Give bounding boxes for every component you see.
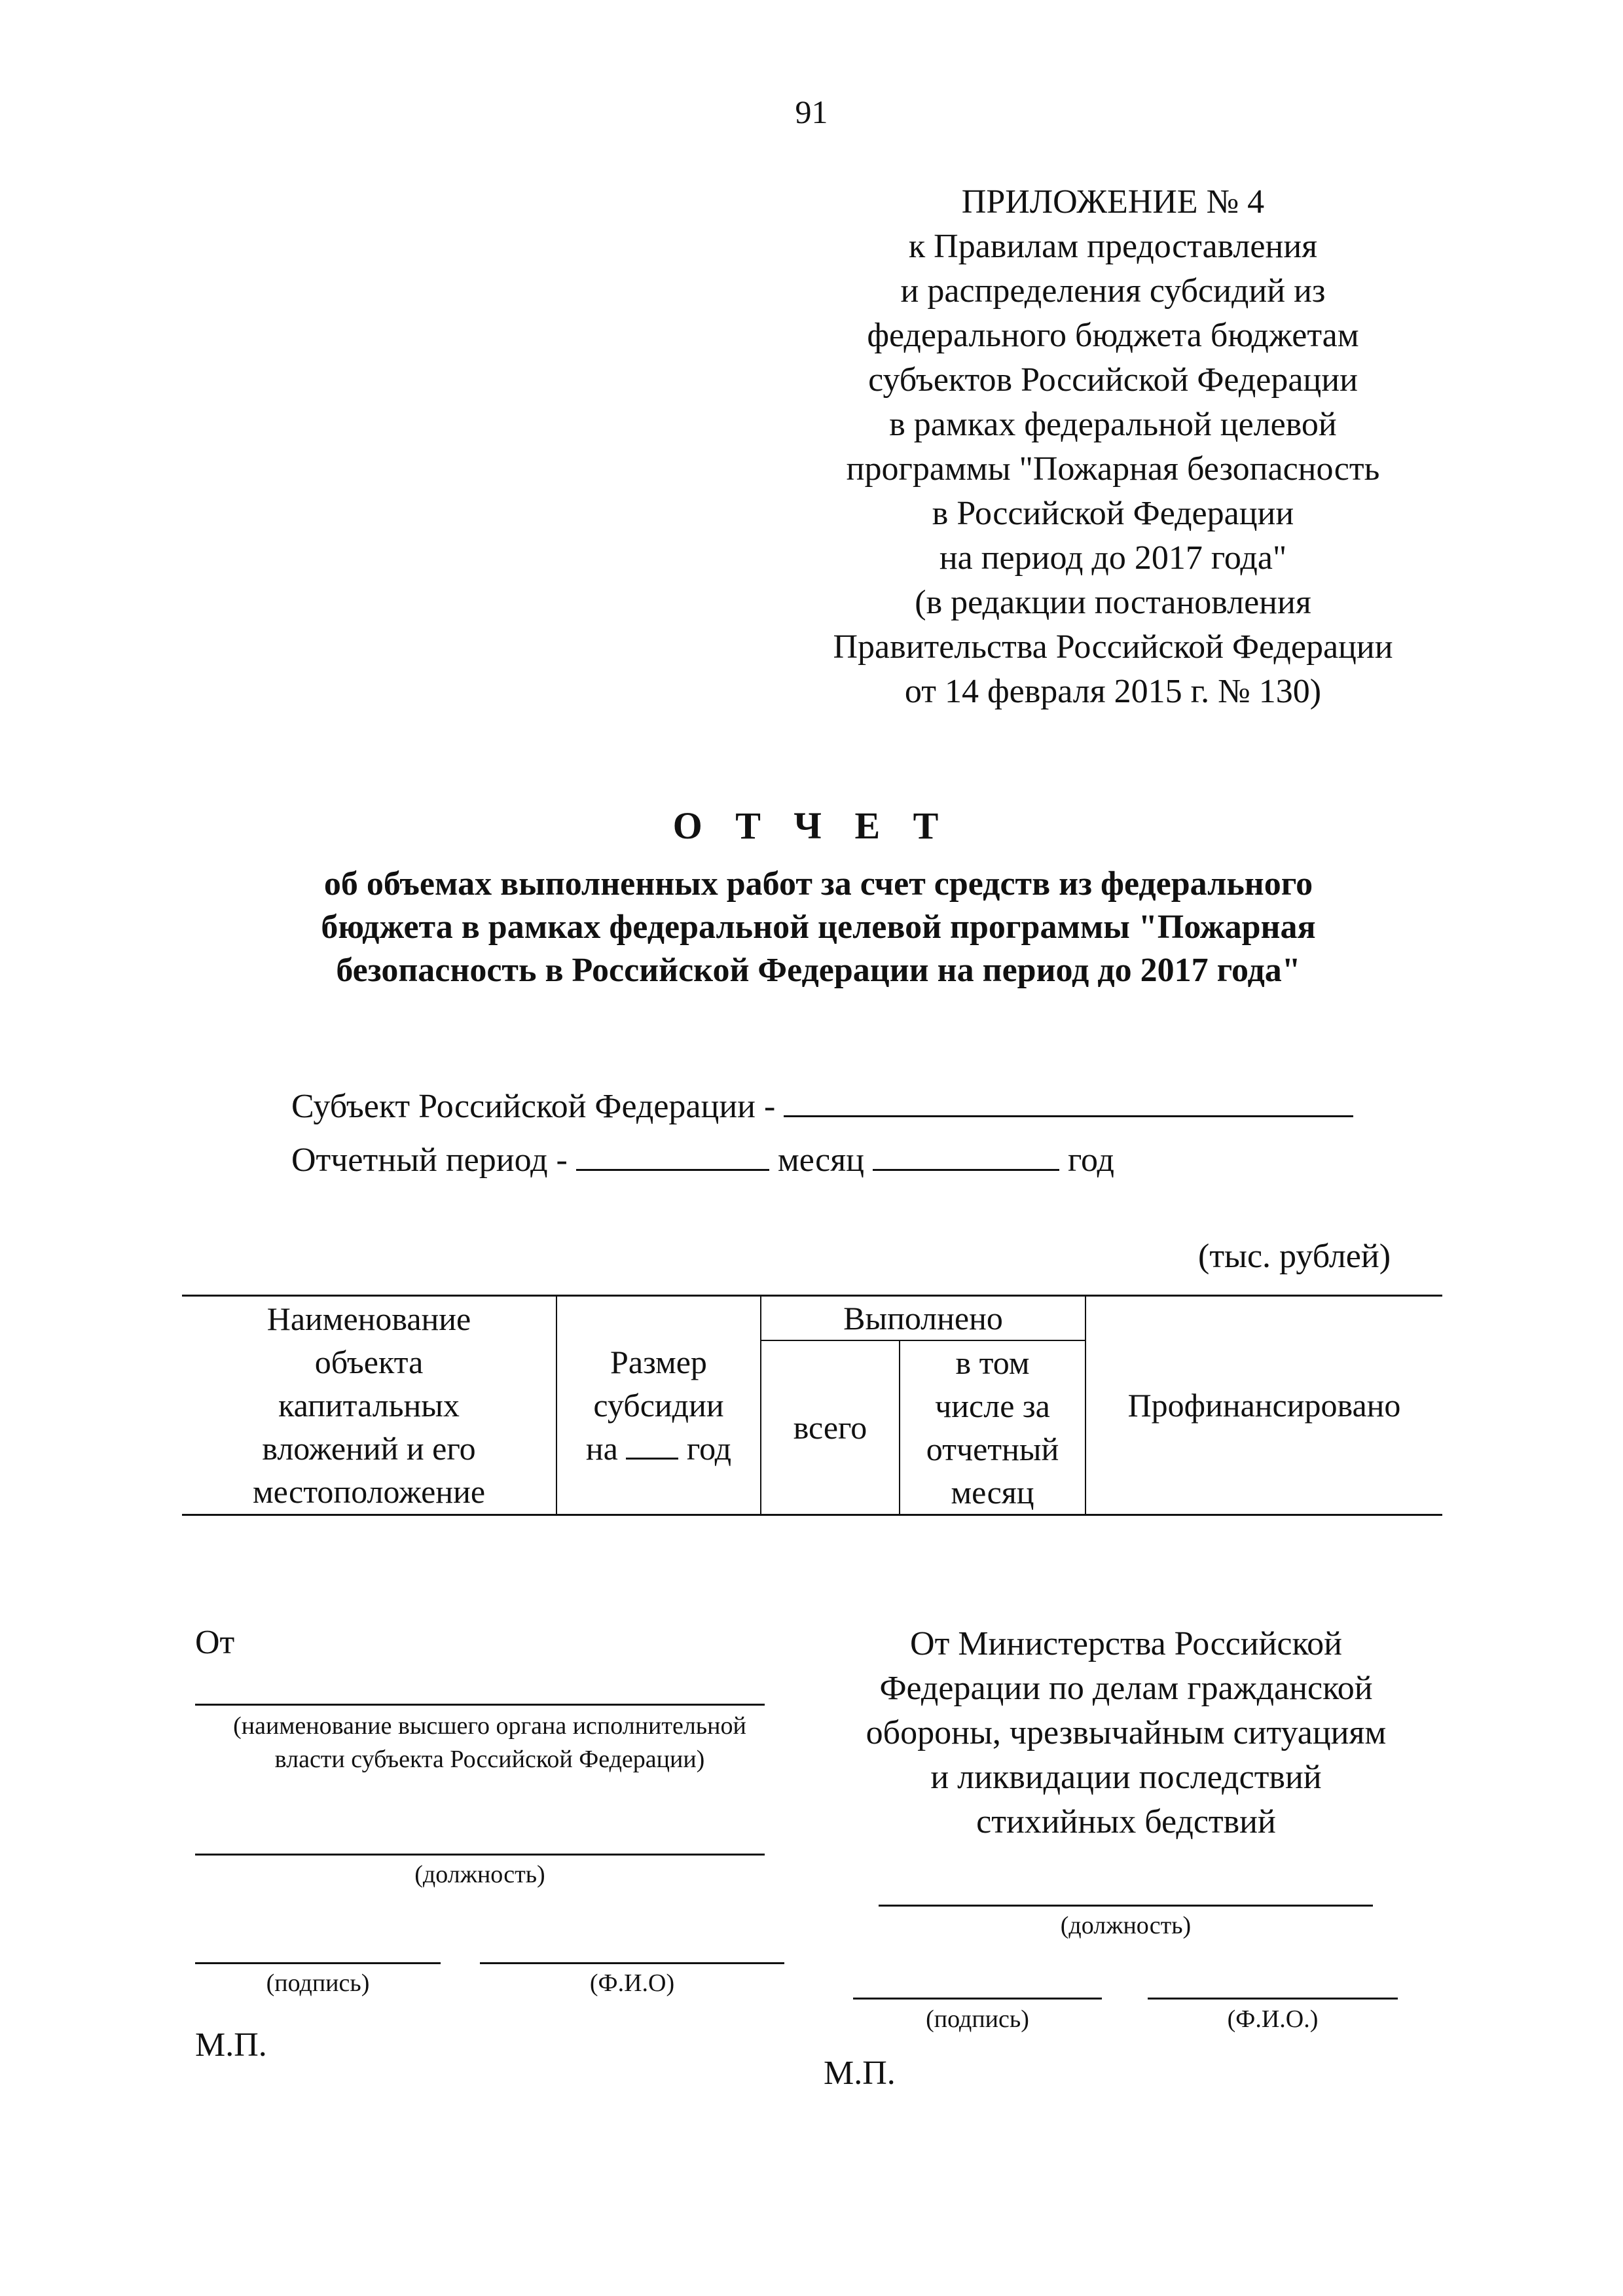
header-line (557, 1427, 760, 1470)
appendix-line: от 14 февраля 2015 г. № 130) (904, 673, 1322, 710)
appendix-line: в Российской Федерации (932, 495, 1294, 532)
left-position-input-line[interactable] (195, 1854, 765, 1856)
subtitle-line: бюджета в рамках федеральной целевой программы "Пожарная (321, 908, 1316, 946)
ministry-line: Федерации по делам гражданской (879, 1670, 1373, 1707)
header-for-month (900, 1340, 1085, 1515)
header-subsidy-year: год (686, 1430, 732, 1467)
units-label: (тыс. рублей) (1198, 1238, 1391, 1275)
right-position-caption: (должность) (1060, 1912, 1192, 1939)
left-stamp: М.П. (195, 2026, 267, 2064)
appendix-line: федерального бюджета бюджетам (867, 317, 1359, 354)
ministry-block (799, 1622, 1453, 1844)
appendix-line: Правительства Российской Федерации (833, 628, 1393, 666)
right-name-caption: (Ф.И.О.) (1227, 2005, 1319, 2033)
appendix-header (753, 180, 1473, 714)
header-line: в том (955, 1344, 1030, 1381)
header-line: вложений и его (262, 1430, 476, 1467)
header-line: отчетный (926, 1431, 1059, 1467)
appendix-line: на период до 2017 года" (939, 539, 1287, 577)
header-line: Размер (610, 1344, 707, 1380)
report-table (182, 1295, 1442, 1516)
period-label: Отчетный период - (291, 1141, 568, 1179)
left-signature-caption: (подпись) (266, 1969, 370, 1997)
appendix-line: и распределения субсидий из (900, 272, 1326, 310)
subsidy-year-input-line[interactable] (626, 1429, 678, 1460)
right-signature-input-line[interactable] (853, 1998, 1102, 2000)
year-label: год (1067, 1141, 1114, 1179)
header-line: числе за (935, 1388, 1050, 1424)
period-year-input-line[interactable] (873, 1140, 1059, 1171)
header-subsidy-na: на (585, 1430, 618, 1467)
appendix-line: в рамках федеральной целевой (889, 406, 1337, 443)
appendix-line: (в редакции постановления (915, 584, 1311, 621)
subject-field (291, 1086, 1353, 1126)
appendix-line: субъектов Российской Федерации (868, 361, 1358, 399)
header-financed: Профинансировано (1085, 1296, 1442, 1515)
right-position-input-line[interactable] (879, 1905, 1373, 1907)
right-stamp: М.П. (824, 2054, 896, 2092)
header-line: капитальных (278, 1387, 460, 1424)
header-line: месяц (951, 1474, 1034, 1511)
subject-label: Субъект Российской Федерации - (291, 1088, 776, 1125)
right-name-input-line[interactable] (1148, 1998, 1398, 2000)
ministry-line: и ликвидации последствий (930, 1759, 1322, 1796)
ministry-line: От Министерства Российской (910, 1625, 1342, 1662)
left-name-input-line[interactable] (480, 1962, 784, 1964)
report-subtitle (164, 863, 1473, 992)
header-subsidy-size (556, 1296, 761, 1515)
ministry-line: обороны, чрезвычайным ситуациям (866, 1714, 1387, 1751)
period-month-input-line[interactable] (576, 1140, 769, 1171)
left-from-label: От (195, 1624, 235, 1661)
ministry-line: стихийных бедствий (976, 1803, 1276, 1840)
header-line: субсидии (593, 1387, 724, 1424)
left-position-caption: (должность) (414, 1861, 545, 1888)
org-name-input-line[interactable] (195, 1704, 765, 1706)
month-label: месяц (777, 1141, 864, 1179)
period-field (291, 1140, 1114, 1179)
appendix-line: к Правилам предоставления (908, 228, 1318, 265)
right-signature-caption: (подпись) (926, 2005, 1029, 2033)
page-number: 91 (795, 94, 828, 130)
subtitle-line: об объемах выполненных работ за счет средств из федерального (323, 865, 1313, 903)
header-line: местоположение (252, 1473, 486, 1510)
appendix-line: программы "Пожарная безопасность (846, 450, 1380, 488)
subject-input-line[interactable] (784, 1086, 1353, 1117)
appendix-line: ПРИЛОЖЕНИЕ № 4 (961, 183, 1265, 221)
report-title: О Т Ч Е Т (672, 804, 951, 847)
left-name-caption: (Ф.И.О) (589, 1969, 675, 1997)
header-line: объекта (314, 1344, 424, 1380)
org-caption: власти субъекта Российской Федерации) (274, 1746, 705, 1773)
header-total: всего (761, 1340, 900, 1515)
header-object-name (182, 1296, 556, 1515)
header-line: Наименование (266, 1300, 471, 1337)
header-done: Выполнено (761, 1296, 1085, 1341)
left-signature-input-line[interactable] (195, 1962, 441, 1964)
subtitle-line: безопасность в Российской Федерации на период до 2017 года" (336, 952, 1301, 989)
org-caption: (наименование высшего органа исполнительной (233, 1712, 746, 1740)
